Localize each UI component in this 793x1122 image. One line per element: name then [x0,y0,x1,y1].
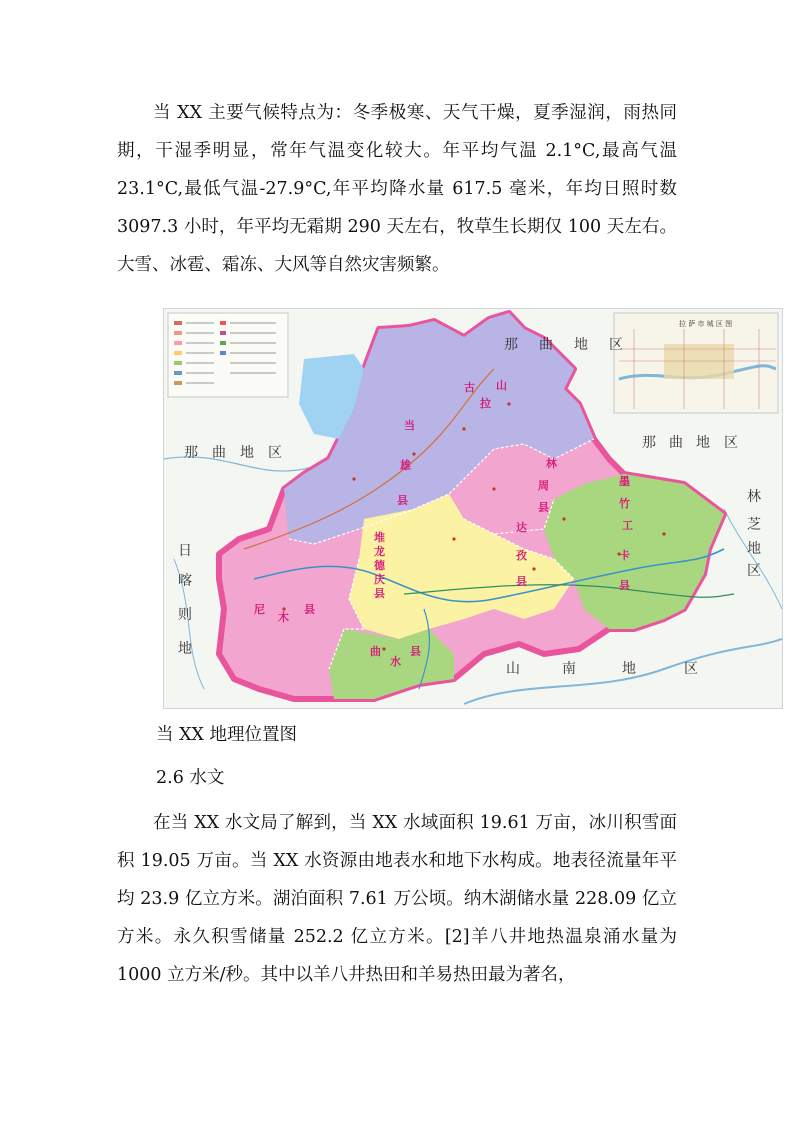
svg-text:地: 地 [240,445,254,461]
svg-text:县: 县 [304,603,315,616]
section-heading: 2.6 水文 [156,768,225,788]
svg-text:林: 林 [747,489,761,505]
svg-text:那: 那 [504,337,518,353]
svg-text:山: 山 [506,661,520,677]
svg-text:县: 县 [374,587,385,600]
map-caption: 当 XX 地理位置图 [156,725,298,745]
svg-text:芝: 芝 [747,517,761,533]
svg-text:林: 林 [546,457,557,470]
svg-text:地: 地 [574,337,588,353]
climate-paragraph: 当 XX 主要气候特点为：冬季极寒、天气干燥，夏季湿润，雨热同期，干湿季明显，常年气温变化较大。年平均气温 2.1°C,最高气温 23.1°C,最低气温-27.9°C,年平均降水量 617.5 毫米，年均日照时数 3097.3 小时，年平均无霜期 290 天左右，牧草生长期仅 100 天左右。大雪、冰雹、霜冻、大风等自然灾害频繁。 [117,103,677,275]
hydrology-paragraph: 在当 XX 水文局了解到，当 XX 水域面积 19.61 万亩，冰川积雪面积 19.05 万亩。当 XX 水资源由地表水和地下水构成。地表径流量年平均 23.9 亿立方米。湖泊面积 7.61 万公顷。纳木湖储水量 228.09 亿立方米。永久积雪储量 252.2 亿立方米。[2]羊八井地热温泉涌水量为 1000 立方米/秒。其中以羊八井热田和羊易热田最为著名， [117,813,677,985]
svg-text:山: 山 [496,379,507,392]
svg-text:曲: 曲 [370,645,381,658]
svg-text:木: 木 [278,611,289,624]
svg-text:当: 当 [404,419,415,432]
svg-text:曲: 曲 [669,435,683,451]
svg-text:区: 区 [684,661,698,677]
svg-text:县: 县 [410,645,421,658]
svg-text:庆: 庆 [374,573,385,586]
svg-text:拉: 拉 [480,397,491,410]
svg-text:堆: 堆 [374,531,385,544]
svg-text:地: 地 [178,641,192,657]
location-map [163,308,783,709]
svg-text:那: 那 [184,445,198,461]
svg-text:区: 区 [724,435,738,451]
svg-text:尼: 尼 [254,603,265,616]
svg-text:古: 古 [464,381,475,394]
svg-text:日: 日 [178,543,192,559]
inset-city-map [614,313,778,413]
svg-text:龙: 龙 [374,545,385,558]
svg-text:德: 德 [374,559,385,572]
svg-text:孜: 孜 [516,549,527,562]
svg-text:地: 地 [747,541,761,557]
svg-text:雄: 雄 [400,459,411,472]
svg-text:县: 县 [516,575,527,588]
svg-text:县: 县 [397,494,408,507]
svg-text:工: 工 [622,519,633,532]
svg-text:地: 地 [696,435,710,451]
svg-text:县: 县 [619,579,630,592]
svg-text:县: 县 [538,501,549,514]
svg-text:南: 南 [562,661,576,677]
map-legend [168,313,288,397]
svg-text:曲: 曲 [539,337,553,353]
svg-text:喀: 喀 [178,573,192,589]
svg-text:那: 那 [642,435,656,451]
svg-text:区: 区 [268,445,282,461]
svg-text:达: 达 [516,521,527,534]
svg-text:卡: 卡 [619,549,630,562]
svg-text:曲: 曲 [212,445,226,461]
map-graphic [164,309,782,708]
svg-text:地: 地 [622,661,636,677]
svg-text:则: 则 [178,607,192,623]
svg-text:墨: 墨 [619,475,630,488]
svg-text:水: 水 [390,655,401,668]
svg-text:周: 周 [538,479,549,492]
svg-text:区: 区 [609,337,623,353]
inset-title: 拉 萨 市 城 区 图 [679,320,733,328]
svg-text:区: 区 [747,563,761,579]
svg-text:竹: 竹 [619,497,630,510]
